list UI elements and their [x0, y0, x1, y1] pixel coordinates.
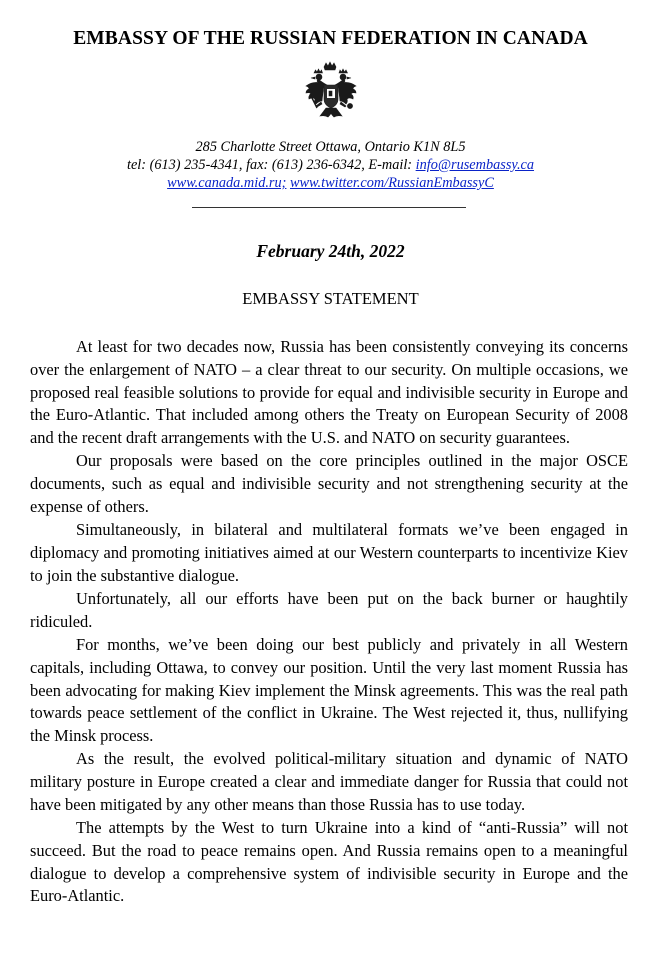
paragraph: The attempts by the West to turn Ukraine into a kind of “anti-Russia” will not succeed. But the road to peace remains open. And Russia remains open to a meaningful dialogue to develop a comprehensive system of indivisible security in Europe and the Euro-Atlantic. [30, 818, 628, 906]
paragraph: As the result, the evolved political-military situation and dynamic of NATO military posture in Europe created a clear and immediate danger for Russia that could not have been mitigated by any other means than those Russia has to use today. [30, 749, 628, 814]
statement-body [30, 336, 628, 908]
paragraph: For months, we’ve been doing our best publicly and privately in all Western capitals, including Ottawa, to convey our position. Until the very last moment Russia has been advocating for making Kiev implement the Minsk agreements. This was the real path towards peace settlement of the conflict in Ukraine. The West rejected it, thus, nullifying the Minsk process. [30, 634, 628, 746]
embassy-heading: EMBASSY OF THE RUSSIAN FEDERATION IN CANADA [73, 28, 588, 49]
double-headed-eagle-coat-of-arms-icon [302, 58, 360, 120]
phone-email-line [0, 156, 661, 174]
web-links-line [0, 174, 661, 192]
website-link[interactable]: www.canada.mid.ru; [167, 175, 287, 191]
address-line: 285 Charlotte Street Ottawa, Ontario K1N 8L5 [195, 139, 466, 155]
header-divider [192, 207, 466, 208]
contact-block [0, 138, 661, 192]
twitter-link[interactable]: www.twitter.com/RussianEmbassyC [289, 175, 494, 191]
email-link[interactable]: info@rusembassy.ca [415, 157, 535, 173]
paragraph: Simultaneously, in bilateral and multilateral formats we’ve been engaged in diplomacy and promoting initiatives aimed at our Western counterparts to incentivize Kiev to join the substantive dialogue. [30, 520, 628, 585]
paragraph: Our proposals were based on the core principles outlined in the major OSCE documents, such as equal and indivisible security and not strengthening security at the expense of others. [30, 451, 628, 516]
paragraph: At least for two decades now, Russia has been consistently conveying its concerns over the enlargement of NATO – a clear threat to our security. On multiple occasions, we proposed real feasible solutions to provide for equal and indivisible security in Europe and the Euro-Atlantic. That included among others the Treaty on European Security of 2008 and the recent draft arrangements with the U.S. and NATO on security guarantees. [30, 337, 628, 448]
statement-date: February 24th, 2022 [256, 241, 405, 261]
phone-fax-text: tel: (613) 235-4341, fax: (613) 236-6342, E-mail: [126, 157, 416, 173]
statement-title: EMBASSY STATEMENT [242, 289, 419, 308]
paragraph: Unfortunately, all our efforts have been put on the back burner or haughtily ridiculed. [30, 588, 628, 631]
